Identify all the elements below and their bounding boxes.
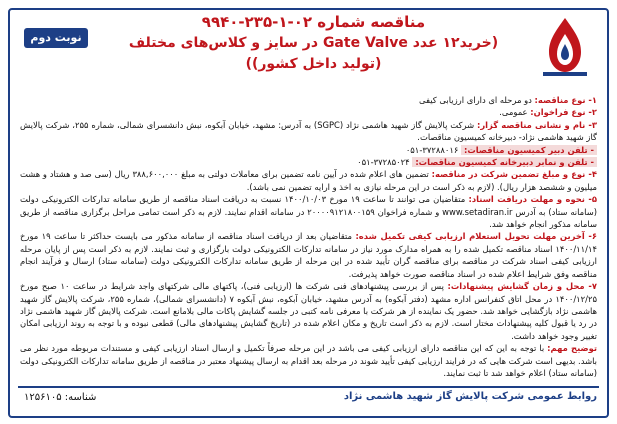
- edition-badge: نوبت دوم: [24, 28, 88, 48]
- tender-subject: (خرید۱۲ عدد Gate Valve در سایز و کلاس‌های مختلف: [128, 35, 499, 51]
- section-heading: ۱- نوع مناقصه:: [534, 95, 597, 105]
- section-paragraph: [20, 94, 597, 106]
- footer-organization: روابط عمومی شرکت پالایش گاز شهید هاشمی نژاد: [343, 391, 597, 402]
- section-text: تضمین های اعلام شده در آیین نامه تضمین برای معاملات دولتی به مبلغ ۳۸۸,۶۰۰,۰۰۰ ریال (سی صد و هشتاد و هشت میلیون و ششصد هزار ریال). (لازم به ذکر است در این مرحله نیازی به اخذ و ارایه تضمین نمی باشد).: [20, 169, 597, 192]
- section-heading: ۳- نام و نشانی مناقصه گزار:: [477, 119, 597, 130]
- header: [10, 10, 607, 92]
- section-text: متقاضیان می توانند تا ساعت ۱۹ مورخ ۱۴۰۰/۱۰/۰۳ نسبت به دریافت اسناد مناقصه از طریق سامانه تدارکات الکترونیکی دولت (سامانه ستاد) به آدرس www.setadiran.ir و شماره فراخوان ۲۰۰۰۰۹۱۲۱۸۰۰۱۵۹ در سامانه اقدام نمایند. لازم به ذکر است تمامی مراحل برگزاری مناقصه از طریق سامانه مذکور انجام خواهد شد.: [20, 194, 597, 230]
- section-heading: توضیح مهم:: [547, 343, 597, 354]
- footer-ad-code: شناسه: ۱۲۵۶۱۰۵: [24, 392, 97, 403]
- section-heading: ۲- نوع فراخوان:: [530, 107, 597, 118]
- section-text: شرکت پالایش گاز شهید هاشمی نژاد (SGPC) به آدرس: مشهد، خیابان آبکوه، نبش دانشسرای شمالی، شماره ۲۵۵، شرکت پالایش گاز شهید هاشمی نژاد- دبیرخانه کمیسیون مناقصات.: [20, 119, 597, 143]
- section-paragraph: [20, 144, 597, 156]
- section-paragraph: [20, 106, 597, 118]
- footer: [10, 386, 607, 416]
- company-logo-icon: [537, 14, 593, 78]
- section-text: ۳۷۲۸۵۰۲۴-۰۵۱: [357, 157, 413, 168]
- section-heading: ۵- نحوه و مهلت دریافت اسناد:: [468, 194, 597, 205]
- title-block: [100, 12, 527, 75]
- section-paragraph: [20, 280, 597, 342]
- section-heading: - تلفن دبیر کمیسیون مناقصات:: [461, 145, 597, 155]
- tender-subject-suffix: (تولید داخل کشور)): [245, 56, 382, 72]
- section-heading: - تلفن و نمابر دبیرخانه کمیسیون مناقصات:: [412, 157, 597, 167]
- section-text: با توجه به این که این مناقصه دارای ارزیابی کیفی می باشد در این مرحله صرفاً تکمیل و ارسال اسناد ارزیابی کیفی و مستندات مربوطه مورد نظر می باشد. بدیهی است شرکت هایی که در فرایند ارزیابی کیفی تأیید شوند در مرحله بعد اقدام به ارسال پیشنهاد معتبر در مناقصه از طریق سامانه تدارکات الکترونیکی دولت (سامانه ستاد) اعلام خواهد شد تا ثبت نمایند.: [20, 343, 597, 378]
- footer-divider: [18, 386, 599, 388]
- section-text: عمومی.: [499, 107, 531, 118]
- section-text: متقاضیان بعد از دریافت اسناد مناقصه از سامانه مذکور می بایست حداکثر تا ساعت ۱۹ مورخ ۱۴۰۰/۱۱/۱۴ اسناد مناقصه تکمیل شده را به همراه مدارک مورد نیاز در سامانه تدارکات الکترونیکی دولت بارگزاری و ثبت نمایند. لازم به ذکر است پس از پایان مرحله ارزیابی کیفی اسناد شرکت در مناقصه برای مناقصه گران تأیید شده در این مرحله از طریق سامانه تدارکات الکترونیکی دولت (سامانه ستاد) ارسال و فرآیند انجام مناقصه وفق شرایط اعلام شده در اسناد مناقصه صورت خواهد پذیرفت.: [20, 231, 597, 279]
- ad-frame: [8, 8, 609, 418]
- section-paragraph: [20, 168, 597, 193]
- section-paragraph: [20, 193, 597, 230]
- section-paragraph: [20, 156, 597, 168]
- section-text: دو مرحله ای دارای ارزیابی کیفی: [419, 95, 535, 105]
- ad-body: [20, 94, 597, 396]
- section-paragraph: [20, 230, 597, 280]
- section-text: ۳۷۲۸۸۰۱۶-۰۵۱: [405, 144, 462, 155]
- section-paragraph: [20, 119, 597, 144]
- section-paragraph: [20, 342, 597, 379]
- tender-number: مناقصه شماره ۰۲-۱-۲۳۵-۹۹۴۰: [201, 13, 426, 31]
- section-text: پس از بررسی پیشنهادهای فنی شرکت ها (ارزیابی فنی)، پاکتهای مالی شرکتهای واجد شرایط در ساعت ۱۰ صبح مورخ ۱۴۰۰/۱۲/۲۵ در محل اتاق کنفرانس اداره مشهد (دفتر آبکوه) به آدرس مشهد، خیابان آبکوه، نبش آبکوه ۷ (دانشسرای شمالی)، شماره ۲۵۵، شرکت پالایش گاز شهید هاشمی نژاد بازگشایی خواهد شد. حضور یک نماینده از هر شرکت با معرفی نامه کتبی در جلسه گشایش پاکات مالی بلامانع است. شرکت پالایش گاز شهید هاشمی نژاد در رد یا قبول کلیه پیشنهادات مختار است. لازم به ذکر است تاریخ و مکان اعلام شده در (تاریخ گشایش پیشنهادهای مالی) قطعی نبوده و با توجه به روند ارزیابی امکان تغییر وجود خواهد داشت.: [20, 281, 597, 341]
- section-heading: ۷- محل و زمان گشایش پیشنهادات:: [447, 281, 597, 292]
- section-heading: ۶- آخرین مهلت تحویل استعلام ارزیابی کیفی تکمیل شده:: [355, 231, 597, 242]
- section-heading: ۴- نوع و مبلغ تضمین شرکت در مناقصه:: [431, 169, 597, 180]
